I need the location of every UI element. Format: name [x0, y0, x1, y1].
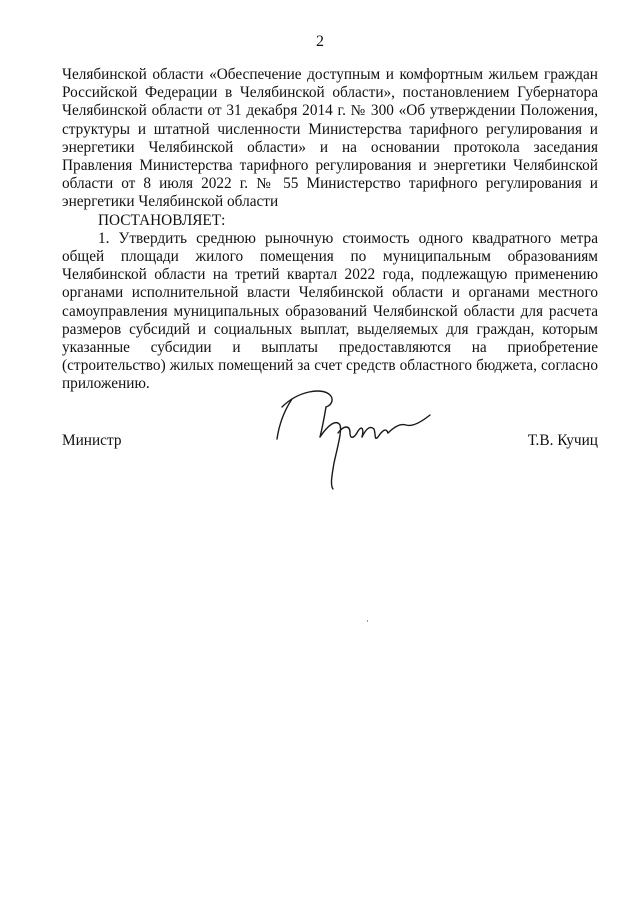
decree-word: ПОСТАНОВЛЯЕТ:	[98, 211, 226, 229]
scan-speck	[367, 620, 368, 622]
signer-name: Т.В. Кучиц	[527, 432, 598, 449]
document-body	[62, 66, 598, 394]
handwritten-signature	[270, 385, 440, 495]
intro-paragraph: Челябинской области «Обеспечение доступным и комфортным жильем граждан Российской Федерации в Челябинской области», постановлением Губернатора Челябинской области от 31 декабря 2014 г. № 300 «Об утверждении Положения, структуры и штатной численности Министерства тарифного регулирования и энергетики Челябинской области» и на основании протокола заседания Правления Министерства тарифного регулирования и энергетики Челябинской области от 8 июля 2022 г. № 55 Министерство тарифного регулирования и энергетики Челябинской области	[62, 66, 598, 211]
signer-title: Министр	[62, 432, 122, 449]
clause-1: 1. Утвердить среднюю рыночную стоимость одного квадратного метра общей площади жилого помещения по муниципальным образованиям Челябинской области на третий квартал 2022 года, подлежащую применению органами исполнительной власти Челябинской области и органами местного самоуправления муниципальных образований Челябинской области для расчета размеров субсидий и социальных выплат, выделяемых для граждан, которым указанные субсидии и выплаты предоставляются на приобретение (строительство) жилых помещений за счет средств областного бюджета, согласно приложению.	[62, 229, 598, 393]
page-number: 2	[316, 33, 324, 50]
